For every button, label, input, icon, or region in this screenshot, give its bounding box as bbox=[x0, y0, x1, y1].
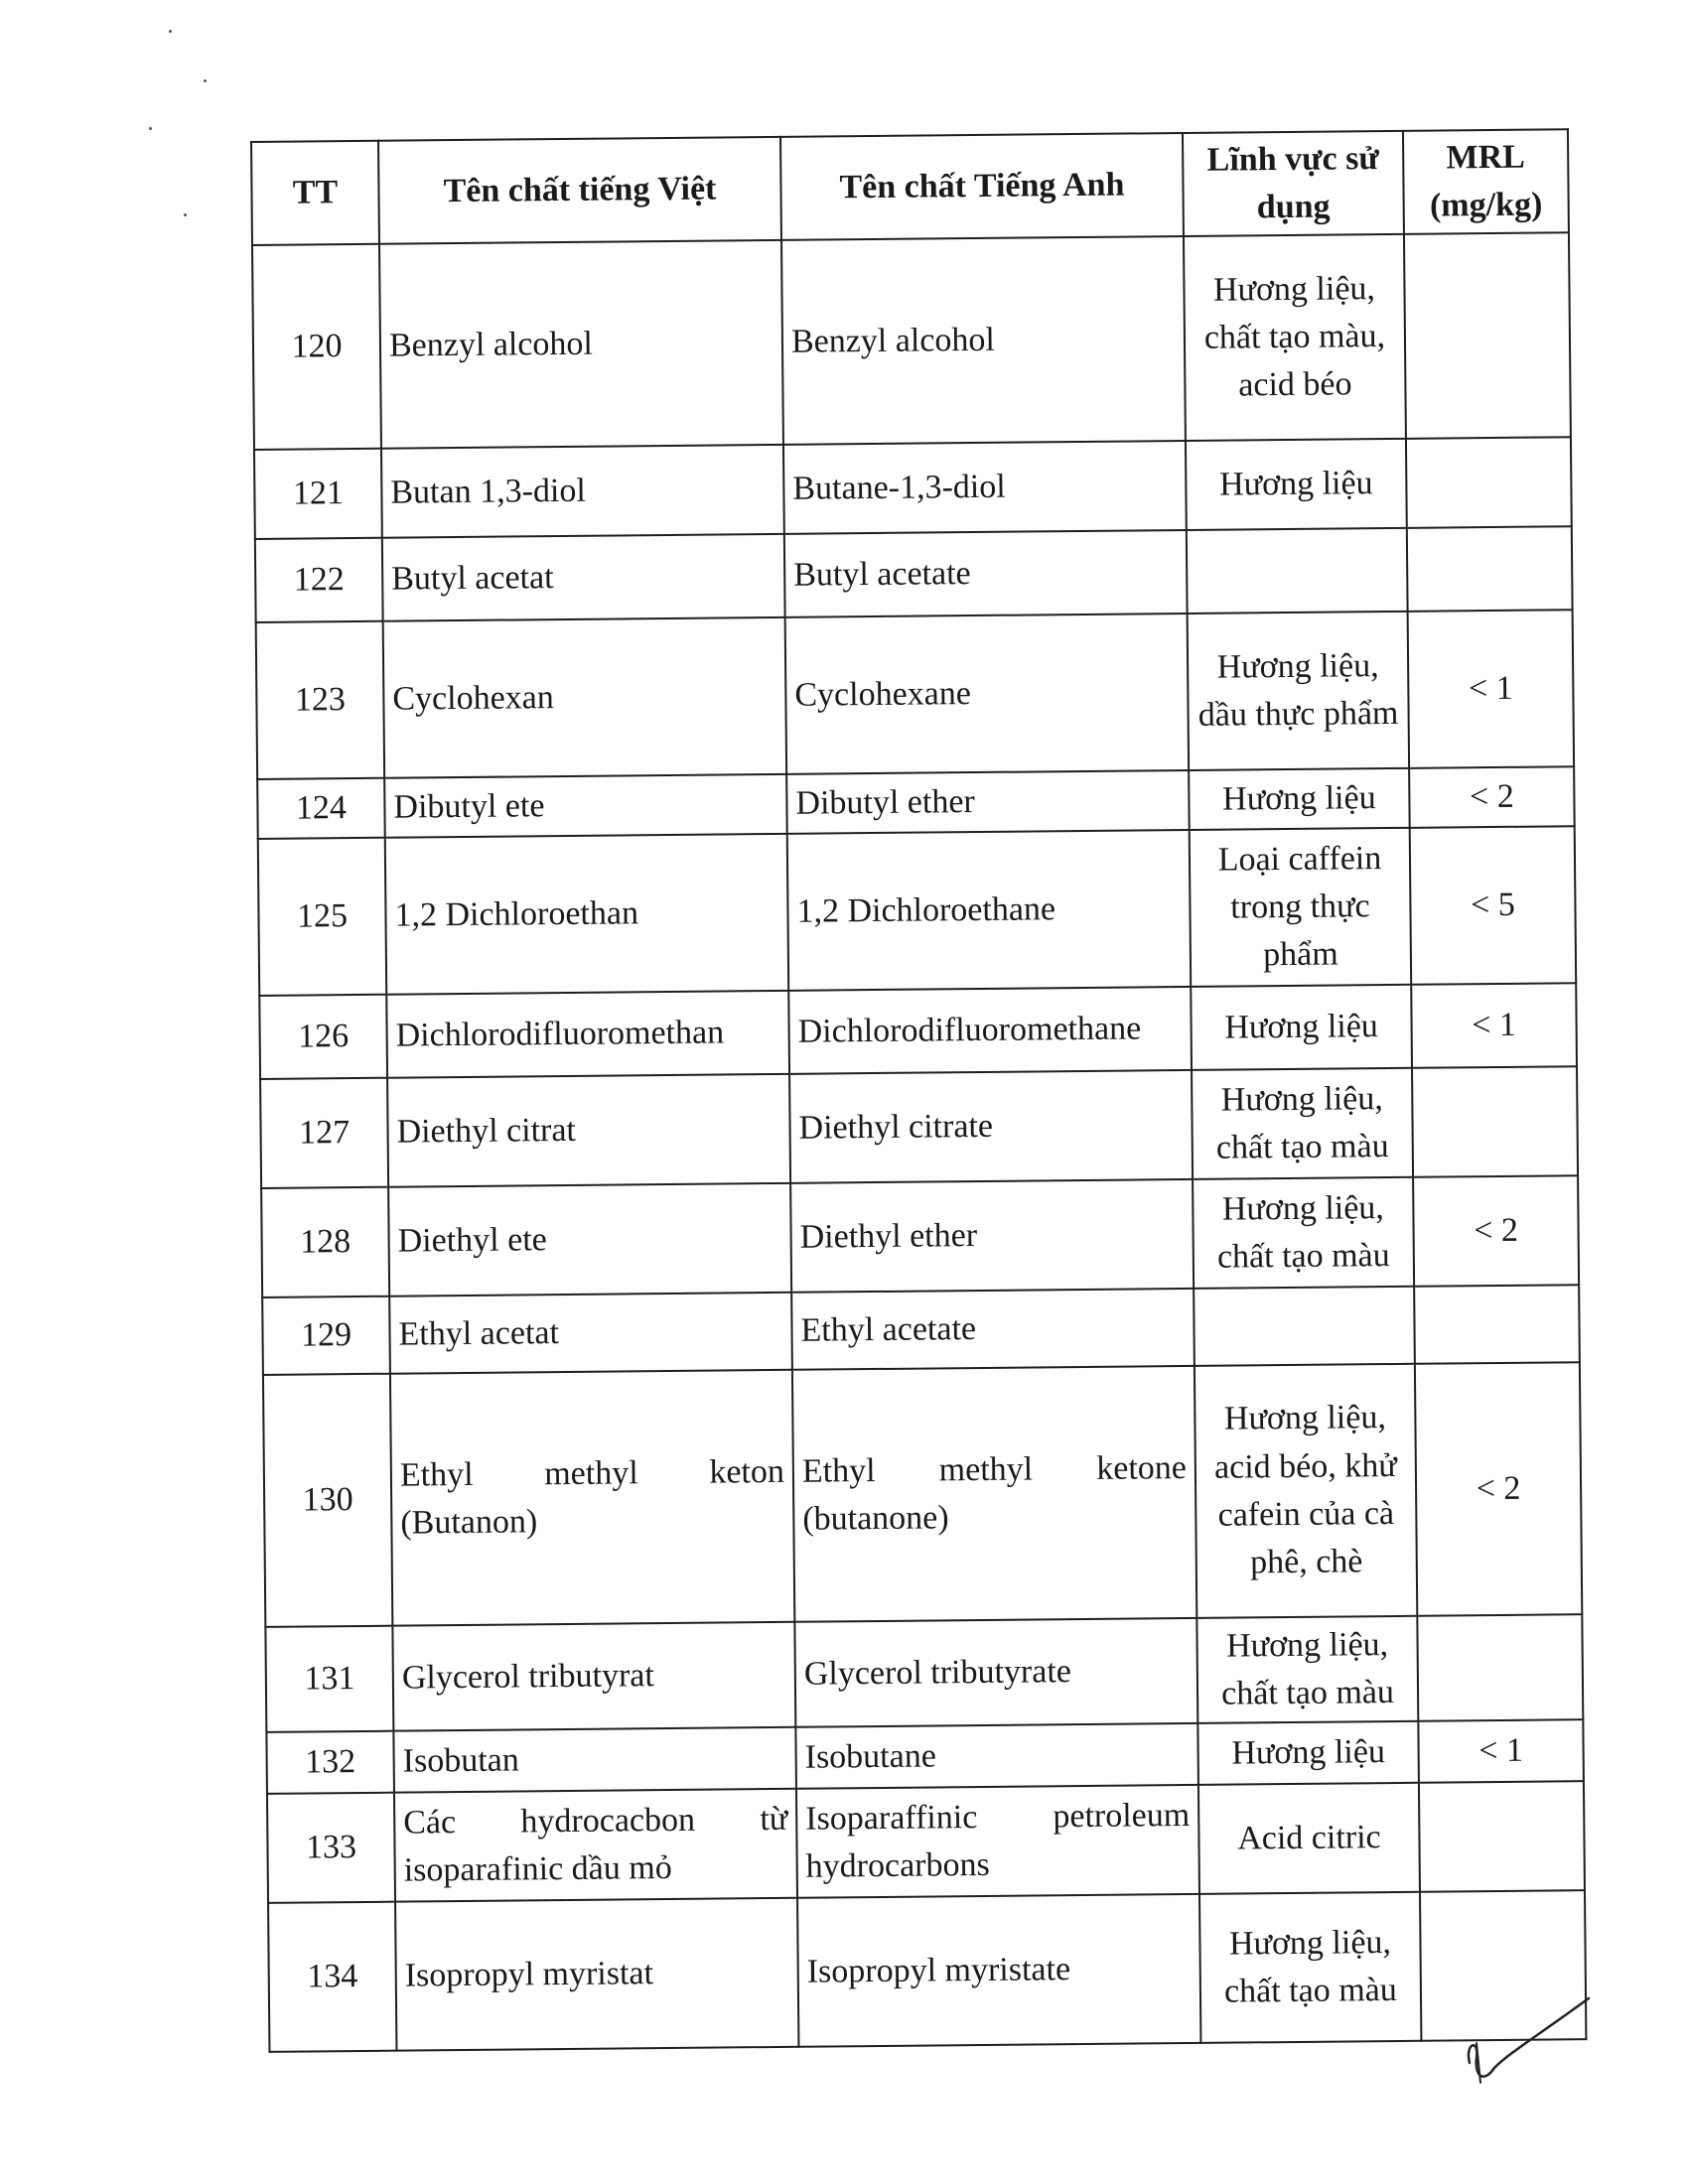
table-row bbox=[263, 1362, 1582, 1627]
mrl-value: < 1 bbox=[1411, 983, 1577, 1068]
table-row bbox=[262, 1285, 1580, 1375]
name-en: 1,2 Dichloroethane bbox=[787, 830, 1191, 991]
name-vi: Glycerol tributyrat bbox=[392, 1622, 795, 1731]
row-number: 130 bbox=[263, 1374, 392, 1627]
table-row bbox=[254, 437, 1572, 539]
row-number: 125 bbox=[258, 838, 387, 996]
name-en: Dichlorodifluoromethane bbox=[788, 987, 1192, 1074]
table-row bbox=[252, 232, 1571, 450]
name-en: Cyclohexane bbox=[785, 614, 1189, 774]
name-en: Butane-1,3-diol bbox=[783, 441, 1187, 534]
name-vi: Diethyl citrat bbox=[387, 1074, 790, 1187]
row-number: 131 bbox=[265, 1626, 393, 1732]
usage: Hương liệu bbox=[1186, 439, 1407, 530]
scan-speck bbox=[149, 127, 152, 130]
table-row bbox=[265, 1614, 1583, 1732]
header-usage: Lĩnh vực sử dụng bbox=[1183, 131, 1404, 236]
row-number: 133 bbox=[267, 1793, 395, 1903]
name-en: Glycerol tributyrate bbox=[794, 1618, 1197, 1727]
usage: Hương liệu, dầu thực phẩm bbox=[1188, 612, 1410, 770]
solvent-table bbox=[250, 128, 1587, 2053]
table-row bbox=[259, 983, 1577, 1079]
name-en: Butyl acetate bbox=[784, 530, 1188, 617]
mrl-value: < 2 bbox=[1413, 1175, 1579, 1287]
usage: Hương liệu bbox=[1197, 1721, 1419, 1785]
row-number: 122 bbox=[255, 538, 383, 622]
mrl-value: < 2 bbox=[1415, 1362, 1582, 1616]
scan-speck bbox=[204, 79, 207, 82]
name-vi: Dibutyl ete bbox=[384, 774, 787, 838]
usage: Hương liệu, chất tạo màu bbox=[1192, 1068, 1413, 1179]
table-header-row bbox=[251, 129, 1569, 245]
row-number: 134 bbox=[268, 1902, 396, 2052]
row-number: 123 bbox=[256, 621, 385, 779]
row-number: 120 bbox=[252, 244, 381, 450]
handwritten-signature bbox=[1455, 1983, 1594, 2093]
row-number: 128 bbox=[261, 1187, 389, 1297]
mrl-value bbox=[1414, 1285, 1580, 1364]
usage: Hương liệu, acid béo, khử cafein của cà phê, chè bbox=[1195, 1364, 1417, 1618]
name-vi: Isobutan bbox=[393, 1727, 796, 1793]
name-en: Diethyl ether bbox=[790, 1179, 1194, 1293]
usage: Hương liệu, chất tạo màu bbox=[1199, 1892, 1421, 2043]
mrl-value: < 5 bbox=[1410, 826, 1577, 985]
name-en: Ethyl acetate bbox=[791, 1289, 1195, 1370]
name-vi: Isopropyl myristat bbox=[395, 1898, 798, 2051]
name-vi: 1,2 Dichloroethan bbox=[385, 834, 788, 995]
mrl-value bbox=[1407, 526, 1573, 612]
usage bbox=[1194, 1287, 1415, 1366]
name-en: Isopropyl myristate bbox=[797, 1894, 1200, 2047]
header-mrl: MRL (mg/kg) bbox=[1403, 129, 1569, 234]
row-number: 121 bbox=[254, 449, 382, 539]
name-en: Dibutyl ether bbox=[786, 770, 1190, 834]
table-row bbox=[256, 610, 1574, 779]
mrl-value bbox=[1419, 1781, 1585, 1892]
name-vi: Ethyl acetat bbox=[389, 1293, 792, 1374]
usage: Hương liệu, chất tạo màu, acid béo bbox=[1184, 234, 1406, 441]
name-vi: Benzyl alcohol bbox=[379, 240, 783, 449]
name-vi: Butan 1,3-diol bbox=[381, 445, 784, 538]
name-en: Ethyl methyl ketone (butanone) bbox=[792, 1366, 1196, 1622]
row-number: 126 bbox=[259, 995, 387, 1079]
mrl-value: < 1 bbox=[1418, 1719, 1584, 1783]
usage: Acid citric bbox=[1198, 1783, 1420, 1894]
name-en: Isobutane bbox=[795, 1723, 1198, 1789]
mrl-value bbox=[1406, 437, 1572, 528]
table-row bbox=[268, 1890, 1586, 2052]
mrl-value bbox=[1412, 1066, 1578, 1177]
mrl-value bbox=[1417, 1614, 1583, 1721]
table-body bbox=[252, 232, 1586, 2052]
row-number: 129 bbox=[262, 1297, 390, 1375]
name-vi: Butyl acetat bbox=[382, 534, 785, 621]
name-en: Diethyl citrate bbox=[789, 1070, 1193, 1183]
name-vi: Dichlorodifluoromethan bbox=[386, 991, 789, 1078]
header-name-en: Tên chất Tiếng Anh bbox=[780, 133, 1184, 240]
mrl-value: < 2 bbox=[1409, 766, 1575, 828]
header-name-vi: Tên chất tiếng Việt bbox=[378, 137, 781, 244]
usage: Loại caffein trong thực phẩm bbox=[1190, 828, 1412, 987]
table-row bbox=[255, 526, 1573, 622]
table-row bbox=[260, 1066, 1578, 1188]
name-en: Benzyl alcohol bbox=[781, 236, 1186, 445]
header-tt: TT bbox=[251, 141, 379, 245]
name-vi: Diethyl ete bbox=[388, 1183, 791, 1297]
row-number: 132 bbox=[266, 1731, 394, 1794]
mrl-value: < 1 bbox=[1408, 610, 1575, 768]
mrl-value bbox=[1404, 232, 1571, 439]
name-vi: Cyclohexan bbox=[383, 617, 786, 778]
name-vi: Ethyl methyl keton (Butanon) bbox=[390, 1370, 794, 1626]
usage bbox=[1187, 528, 1408, 614]
table-row bbox=[258, 826, 1576, 996]
usage: Hương liệu, chất tạo màu bbox=[1193, 1177, 1414, 1289]
table-row bbox=[261, 1175, 1579, 1297]
row-number: 124 bbox=[257, 778, 385, 839]
name-vi: Các hydrocacbon từ isoparafinic dầu mỏ bbox=[394, 1789, 797, 1902]
name-en: Isoparaffinic petroleum hydrocarbons bbox=[796, 1785, 1199, 1898]
usage: Hương liệu, chất tạo màu bbox=[1196, 1616, 1418, 1723]
scan-speck bbox=[169, 30, 172, 33]
scan-speck bbox=[184, 213, 187, 216]
usage: Hương liệu bbox=[1191, 985, 1412, 1070]
usage: Hương liệu bbox=[1189, 768, 1410, 830]
row-number: 127 bbox=[260, 1078, 388, 1188]
table-row bbox=[267, 1781, 1585, 1903]
